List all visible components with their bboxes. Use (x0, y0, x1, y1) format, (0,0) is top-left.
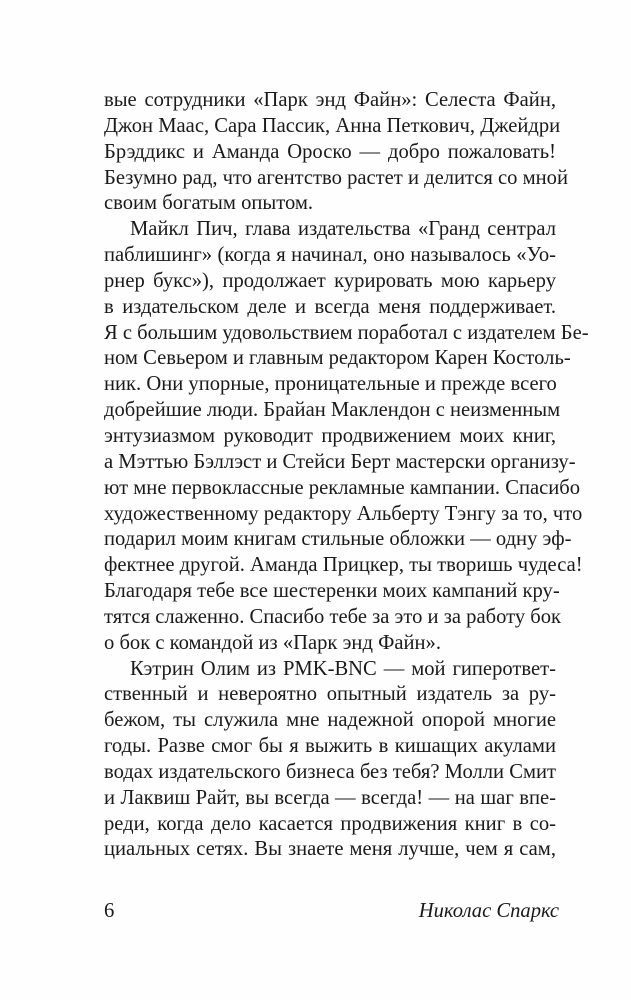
text-line: энтузиазмом руководит продвижением моих книг, (104, 424, 556, 447)
body-text (104, 88, 589, 863)
text-line: водах издательского бизнеса без тебя? Молли Смит (104, 760, 556, 783)
text-line: фектнее другой. Аманда Прицкер, ты творишь чудеса! (104, 554, 583, 577)
text-line: Благодаря тебе все шестеренки моих кампаний кру- (104, 580, 560, 603)
text-line: художественному редактору Альберту Тэнгу за то, что (104, 502, 583, 525)
text-line: Джон Маас, Сара Пассик, Анна Петкович, Джейдри (104, 114, 561, 137)
text-line: ственный и невероятно опытный издатель за ру- (104, 683, 556, 706)
text-line: подарил моим книгам стильные обложки — одну эф- (104, 528, 572, 551)
text-line: а Мэттью Бэллэст и Стейси Берт мастерски организу- (104, 450, 576, 473)
text-line: добрейшие люди. Брайан Маклендон с неизменным (104, 399, 561, 422)
text-line: Брэддикс и Аманда Ороско — добро пожаловать! (104, 140, 556, 163)
text-line: о бок с командой из «Парк энд Файн». (104, 631, 441, 654)
text-line: ют мне первоклассные рекламные кампании. Спасибо (104, 476, 581, 499)
text-line: Кэтрин Олим из PMK-BNC — мой гиперответ- (130, 657, 556, 680)
text-line: рнер букс»), продолжает курировать мою карьеру (104, 269, 556, 292)
text-line: реди, когда дело касается продвижения книг в со- (104, 812, 556, 835)
text-line: годы. Разве смог бы я выжить в кишащих акулами (104, 735, 556, 758)
text-line: Я с большим удовольствием поработал с издателем Бе- (104, 321, 589, 344)
page-number: 6 (104, 900, 115, 922)
text-line: и Лаквиш Райт, вы всегда — всегда! — на шаг впе- (104, 786, 556, 809)
text-line: вые сотрудники «Парк энд Файн»: Селеста Файн, (104, 89, 556, 111)
text-line: Безумно рад, что агентство растет и делится со мной (104, 166, 569, 189)
text-line: циальных сетях. Вы знаете меня лучше, чем я сам, (104, 838, 556, 861)
text-line: ник. Они упорные, проницательные и прежде всего (104, 373, 557, 396)
text-line: тятся слаженно. Спасибо тебе за это и за работу бок (104, 605, 562, 628)
text-line: в издательском деле и всегда меня поддерживает. (104, 295, 556, 318)
text-line: своим богатым опытом. (104, 192, 314, 215)
text-line: бежом, ты служила мне надежной опорой многие (104, 709, 556, 732)
text-line: Майкл Пич, глава издательства «Гранд сентрал (130, 218, 556, 241)
page-footer (104, 900, 559, 926)
text-line: паблишинг» (когда я начинал, оно называлось «Уо- (104, 244, 556, 267)
text-line: ном Севьером и главным редактором Карен Костоль- (104, 347, 571, 370)
running-author: Николас Спаркс (418, 900, 559, 922)
